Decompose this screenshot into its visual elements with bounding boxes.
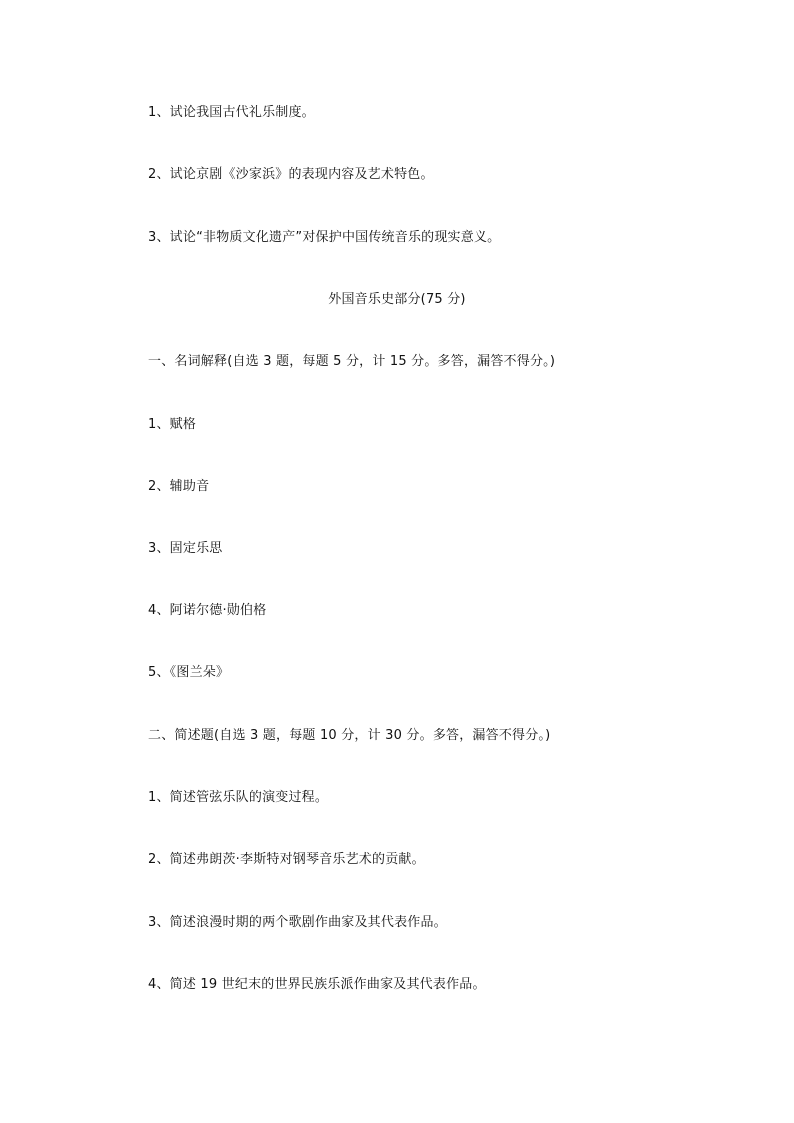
term-auxiliary-note: 2、辅助音 — [148, 479, 210, 494]
question-liszt-contribution: 2、简述弗朗茨·李斯特对钢琴音乐艺术的贡献。 — [148, 852, 425, 867]
part-one-heading: 一、名词解释(自选 3 题，每题 5 分，计 15 分。多答，漏答不得分。) — [148, 354, 556, 369]
term-idee-fixe: 3、固定乐思 — [148, 541, 223, 556]
question-national-schools: 4、简述 19 世纪末的世界民族乐派作曲家及其代表作品。 — [148, 977, 486, 992]
section-title-foreign-music-history: 外国音乐史部分(75 分) — [328, 292, 466, 307]
term-turandot: 5、《图兰朵》 — [148, 665, 230, 680]
question-orchestra-evolution: 1、简述管弦乐队的演变过程。 — [148, 790, 329, 805]
question-intangible-heritage: 3、试论“非物质文化遗产”对保护中国传统音乐的现实意义。 — [148, 230, 501, 245]
question-romantic-opera-composers: 3、简述浪漫时期的两个歌剧作曲家及其代表作品。 — [148, 915, 447, 930]
part-two-heading: 二、简述题(自选 3 题，每题 10 分，计 30 分。多答，漏答不得分。) — [148, 728, 551, 743]
question-shajiabang: 2、试论京剧《沙家浜》的表现内容及艺术特色。 — [148, 167, 434, 182]
question-ritual-music-system: 1、试论我国古代礼乐制度。 — [148, 105, 315, 120]
term-fugue: 1、赋格 — [148, 417, 197, 432]
term-schoenberg: 4、阿诺尔德·勋伯格 — [148, 603, 267, 618]
